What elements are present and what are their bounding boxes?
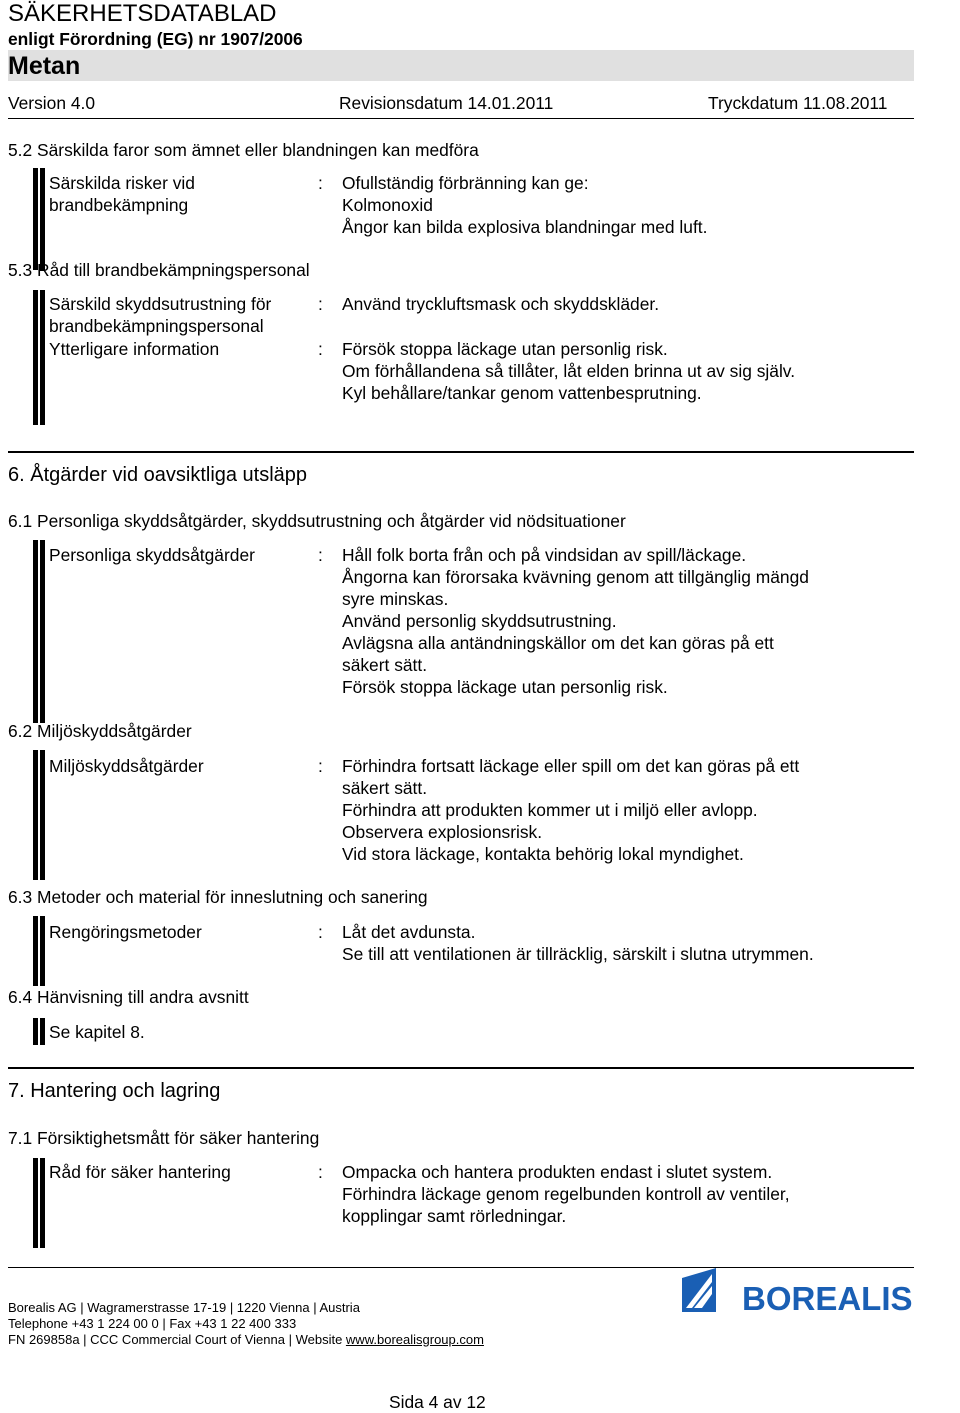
section-7-1-heading: 7.1 Försiktighetsmått för säker hantering — [8, 1128, 320, 1148]
print-date: Tryckdatum 11.08.2011 — [708, 93, 888, 113]
value-rad-for-saker-hantering: Ompacka och hantera produkten endast i slutet system. Förhindra läckage genom regelbunden kontroll av ventiler, kopplingar samt rörledningar. — [342, 1162, 790, 1226]
footer-registration: FN 269858a | CCC Commercial Court of Vienna | Website www.borealisgroup.com — [8, 1332, 484, 1347]
section-6-4-heading: 6.4 Hänvisning till andra avsnitt — [8, 987, 249, 1007]
colon: : — [318, 339, 323, 359]
product-name: Metan — [8, 52, 81, 80]
section-6-3-heading: 6.3 Metoder och material för inneslutning och sanering — [8, 887, 428, 907]
change-bar — [40, 916, 45, 986]
label-miljoskyddsatgarder: Miljöskyddsåtgärder — [49, 756, 204, 776]
product-bar — [8, 50, 914, 81]
change-bar — [33, 290, 38, 425]
value-rengoringsmetoder: Låt det avdunsta. Se till att ventilationen är tillräcklig, särskilt i slutna utrymmen. — [342, 922, 814, 964]
colon: : — [318, 756, 323, 776]
change-bar — [33, 168, 38, 270]
label-ytterligare-information: Ytterligare information — [49, 339, 220, 359]
section-6-2-heading: 6.2 Miljöskyddsåtgärder — [8, 721, 192, 741]
page-number: Sida 4 av 12 — [389, 1392, 486, 1412]
revision-date: Revisionsdatum 14.01.2011 — [339, 93, 554, 113]
value-miljoskyddsatgarder: Förhindra fortsatt läckage eller spill om det kan göras på ett säkert sätt. Förhindra att produkten kommer ut i miljö eller avlopp. Observera explosionsrisk. Vid stora läckage, kontakta behörig lokal myndighet. — [342, 756, 800, 864]
svg-text:BOREALIS: BOREALIS — [742, 1280, 913, 1313]
colon: : — [318, 545, 323, 565]
version: Version 4.0 — [8, 93, 96, 113]
value-ytterligare-information: Försök stoppa läckage utan personlig risk. Om förhållandena så tillåter, låt elden brinna ut av sig själv. Kyl behållare/tankar genom vattenbesprutning. — [342, 339, 796, 403]
colon: : — [318, 1162, 323, 1182]
footer-phone: Telephone +43 1 224 00 0 | Fax +43 1 22 400 333 — [8, 1316, 297, 1331]
label-sarskilda-risker: Särskilda risker vid brandbekämpning — [49, 173, 195, 215]
website-link[interactable]: www.borealisgroup.com — [345, 1332, 484, 1347]
change-bar — [33, 540, 38, 723]
footer-address: Borealis AG | Wagramerstrasse 17-19 | 1220 Vienna | Austria — [8, 1300, 360, 1315]
label-skyddsutrustning: Särskild skyddsutrustning för brandbekämpningspersonal — [49, 294, 272, 336]
label-rengoringsmetoder: Rengöringsmetoder — [49, 922, 202, 942]
section-divider — [8, 1067, 914, 1069]
colon: : — [318, 922, 323, 942]
change-bar — [40, 290, 45, 425]
value-hanvisning: Se kapitel 8. — [49, 1022, 145, 1042]
regulation-reference: enligt Förordning (EG) nr 1907/2006 — [8, 29, 303, 49]
value-sarskilda-risker: Ofullständig förbränning kan ge: Kolmonoxid Ångor kan bilda explosiva blandningar med luft. — [342, 173, 708, 237]
change-bar — [33, 750, 38, 880]
colon: : — [318, 294, 323, 314]
section-7-heading: 7. Hantering och lagring — [8, 1080, 221, 1102]
value-personliga-skyddsatgarder: Håll folk borta från och på vindsidan av spill/läckage. Ångorna kan förorsaka kvävning genom att tillgänglig mängd syre minskas. Använd personlig skyddsutrustning. Avlägsna alla antändningskällor om det kan göras på ett säkert sätt. Försök stoppa läckage utan personlig risk. — [342, 545, 809, 697]
change-bar — [40, 1018, 45, 1045]
colon: : — [318, 173, 323, 193]
borealis-logo — [680, 1268, 955, 1313]
change-bar — [33, 916, 38, 986]
change-bar — [33, 1158, 38, 1248]
logo-mark-icon — [682, 1268, 716, 1312]
label-rad-for-saker-hantering: Råd för säker hantering — [49, 1162, 231, 1182]
section-divider — [8, 451, 914, 453]
section-5-2-heading: 5.2 Särskilda faror som ämnet eller blandningen kan medföra — [8, 140, 479, 160]
section-5-3-heading: 5.3 Råd till brandbekämpningspersonal — [8, 260, 310, 280]
change-bar — [40, 168, 45, 270]
change-bar — [40, 1158, 45, 1248]
section-6-heading: 6. Åtgärder vid oavsiktliga utsläpp — [8, 464, 308, 486]
header-divider — [8, 118, 914, 119]
section-6-1-heading: 6.1 Personliga skyddsåtgärder, skyddsutrustning och åtgärder vid nödsituationer — [8, 511, 626, 531]
change-bar — [40, 540, 45, 723]
change-bar — [33, 1018, 38, 1045]
change-bar — [40, 750, 45, 880]
document-title: SÄKERHETSDATABLAD — [8, 0, 277, 27]
label-personliga-skyddsatgarder: Personliga skyddsåtgärder — [49, 545, 255, 565]
value-skyddsutrustning: Använd tryckluftsmask och skyddskläder. — [342, 294, 660, 314]
